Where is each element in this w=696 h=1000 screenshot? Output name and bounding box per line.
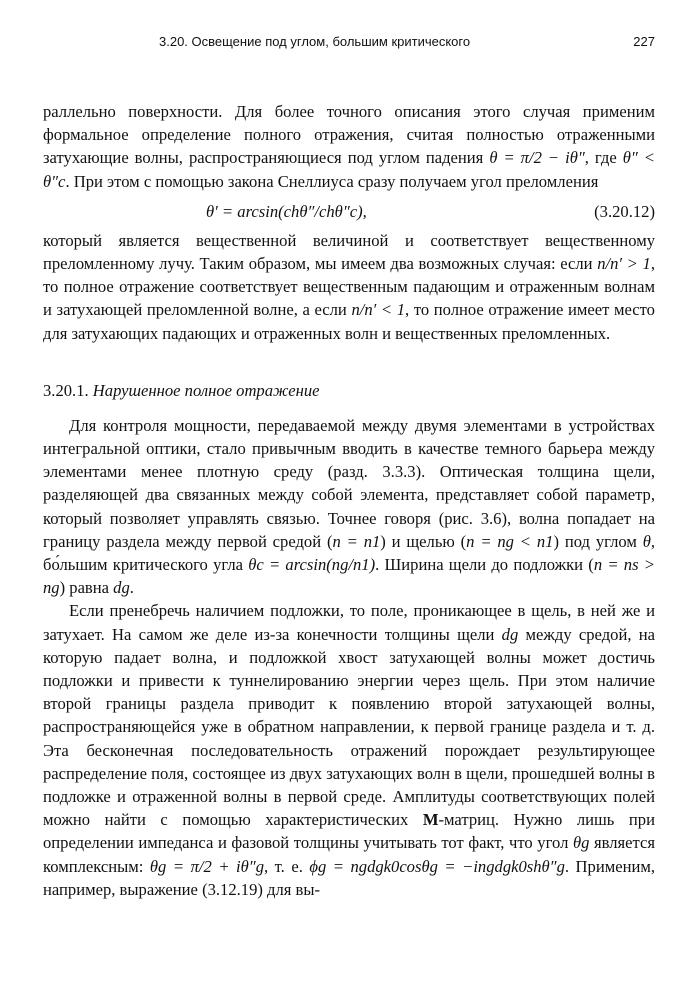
equation-number: (3.20.12): [594, 201, 655, 221]
para1-text-c: . При этом с помощью закона Снеллиуса сразу получаем угол преломления: [65, 171, 599, 191]
para3-text-e: . Ширина щели до подложки (: [375, 555, 594, 575]
equation-formula: θ′ = arcsin(chθ″/chθ″c),: [206, 201, 367, 221]
para4-text-f: . Применим, например, выражение (3.12.19) для вы-: [43, 856, 655, 899]
para2-text-b: , то полное отражение соответствует вещественным падающим и отраженным волнам и затухающей преломленной волне, а если: [43, 254, 655, 320]
equation-3-20-12: [43, 195, 655, 229]
math-angle-condition: θ″ < θ″c: [43, 148, 655, 191]
para4-text-a: Если пренебречь наличием подложки, то поле, проникающее в щель, в ней же и затухает. На самом же деле из-за конечности толщины щели: [43, 601, 655, 644]
paragraph-2: [43, 229, 655, 345]
para3-text-b: ) и щелью (: [380, 531, 467, 551]
para3-text-c: ) под углом: [553, 531, 643, 551]
bold-m-matrix: M: [422, 810, 439, 830]
para4-text-b: между средой, на которую падает волна, и подложкой хвост затухающей волны может достичь подложки и привести к туннелированию энергии через щель. При этом наличие второй границы раздела приводит к появлению второй затухающей волны, распространяющейся уже в обратном направлении, к первой границе раздела и т. д. Эта бесконечная последовательность отражений порождает результирующее распределение поля, состоящее из двух затухающих волн в щели, прошедшей волны в подложке и отраженной волны в первой среде. Амплитуды соответствующих полей можно найти с помощью характеристических: [43, 624, 655, 830]
para4-text-e: , т. е.: [264, 856, 310, 876]
para1-text-a: раллельно поверхности. Для более точного описания этого случая применим формальное определение полного отражения, считая полностью отраженными затухающие волны, распространяющиеся под углом падения: [43, 102, 655, 168]
para3-text-d: , бо́льшим критического угла: [43, 531, 656, 575]
section-title: Нарушенное полное отражение: [92, 380, 320, 400]
page-number: 227: [633, 34, 655, 49]
para1-text-b: , где: [584, 148, 623, 168]
para4-text-d: является комплексным:: [43, 833, 655, 876]
running-header: [43, 30, 655, 58]
section-number: 3.20.1.: [43, 380, 89, 400]
math-substrate-index: n = ns > ng: [43, 555, 655, 598]
math-gap-width: dg: [113, 578, 130, 598]
math-ratio-less: n/n′ < 1: [351, 300, 406, 320]
para2-text-c: , то полное отражение имеет место для затухающих падающих и отраженных волн и вещественных преломленных.: [43, 300, 655, 343]
math-ratio-greater: n/n′ > 1: [597, 254, 651, 274]
math-critical-angle: θc = arcsin(ng/n1): [248, 555, 376, 575]
math-incidence-angle: θ = π/2 − iθ″: [489, 148, 585, 168]
math-gap-index: n = ng < n1: [466, 531, 554, 551]
math-complex-angle: θg = π/2 + iθ″g: [149, 856, 264, 876]
running-title: 3.20. Освещение под углом, большим критического: [159, 34, 471, 49]
math-theta: θ: [642, 531, 651, 551]
section-heading: [43, 379, 655, 402]
math-phase-thickness: ϕg = ngdgk0cosθg = −ingdgk0shθ″g: [309, 856, 565, 876]
page: [43, 30, 655, 901]
math-first-medium: n = n1: [332, 531, 381, 551]
paragraph-1: [43, 100, 655, 193]
para3-text-a: Для контроля мощности, передаваемой между двумя элементами в устройствах интегральной оптики, стало привычным вводить в качестве темного барьера между элементами менее плотную среду (разд. 3.3.3). Оптическая толщина щели, разделяющей два связанных между собой элемента, представляет собой параметр, который позволяет управлять связью. Точнее говоря (рис. 3.6), волна попадает на границу раздела между первой средой (: [43, 415, 655, 551]
paragraph-4: [43, 599, 655, 901]
para4-text-c: -матриц. Нужно лишь при определении импеданса и фазовой толщины учитывать тот факт, что угол: [43, 810, 655, 853]
math-theta-g: θg: [572, 833, 590, 853]
para3-text-g: .: [129, 578, 134, 598]
para3-text-f: ) равна: [59, 578, 114, 598]
math-gap-thickness: dg: [501, 624, 519, 644]
para2-text-a: который является вещественной величиной и соответствует вещественному преломленному лучу. Таким образом, мы имеем два возможных случая: если: [43, 230, 655, 274]
paragraph-3: [43, 414, 655, 600]
